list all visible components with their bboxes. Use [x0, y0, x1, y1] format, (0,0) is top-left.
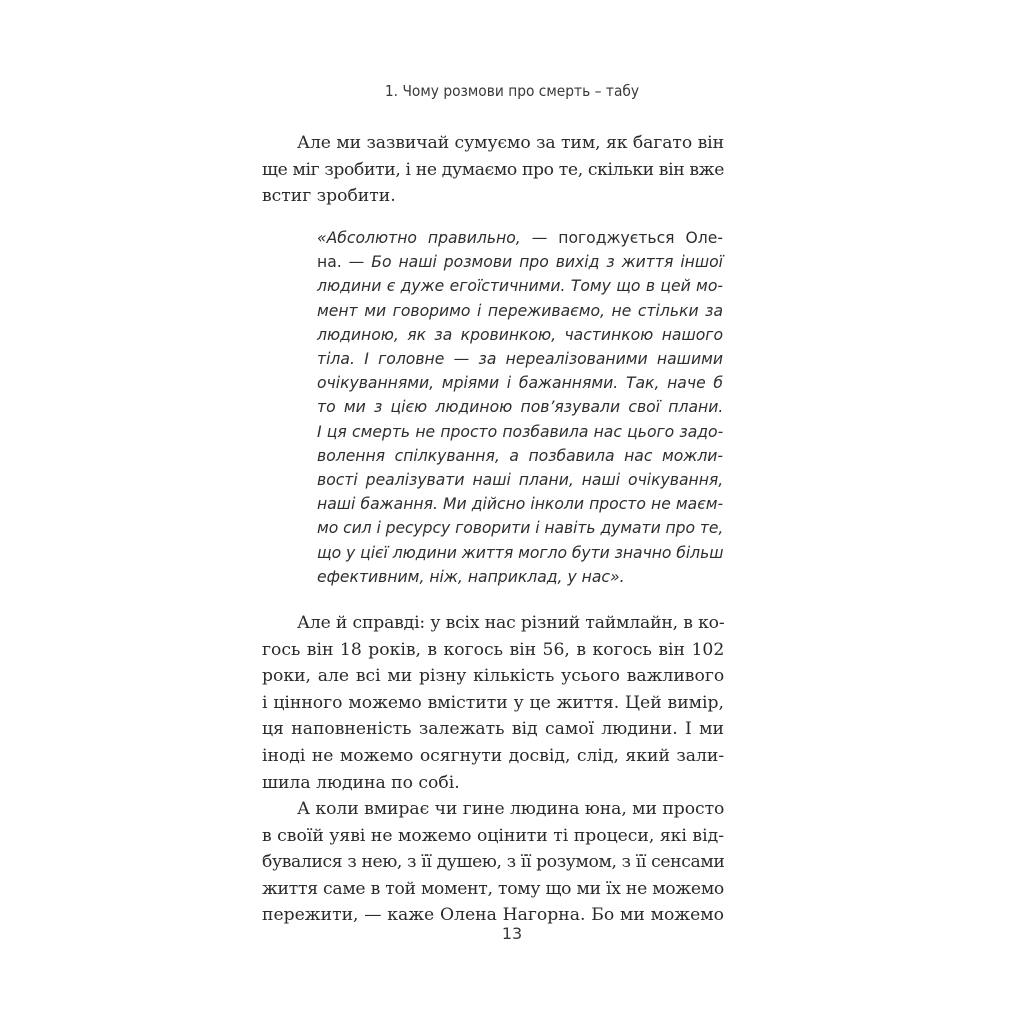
page-number: 13	[501, 924, 523, 943]
text-line: Але ми зазвичай сумуємо за тим, як багато він	[297, 133, 724, 153]
text-line: шила людина по собі.	[262, 772, 460, 793]
text-line: гось він 18 років, в когось він 56, в когось він 102	[262, 639, 725, 660]
quote-line: людиною, як за кровинкою, частинкою нашого	[317, 325, 723, 344]
text-line: роки, але всі ми різну кількість усього важливого	[262, 666, 725, 687]
attribution-text: на. —	[317, 253, 372, 272]
paragraph-1	[262, 130, 724, 210]
text-line: в своїй уяві не можемо оцінити ті процеси, які від-	[262, 825, 724, 846]
text-line: ще міг зробити, і не думаємо про те, скільки він вже	[262, 159, 724, 180]
quote-line: волення спілкування, а позбавила нас можли-	[317, 446, 724, 465]
quote-line: очікуваннями, мріями і бажаннями. Так, наче б	[317, 374, 723, 393]
text-line: Але й справді: у всіх нас різний таймлайн, в ко-	[297, 613, 725, 633]
quote-line: тіла. І головне — за нереалізованими нашими	[317, 350, 723, 369]
quote-line: то ми з цією людиною пов’язували свої плани.	[317, 398, 724, 417]
quote-line: наші бажання. Ми дійсно інколи просто не маєм-	[317, 495, 724, 514]
text-line: життя саме в той момент, тому що ми їх не можемо	[262, 878, 724, 899]
text-line: А коли вмирає чи гине людина юна, ми просто	[297, 799, 725, 819]
text-line: встиг зробити.	[262, 186, 396, 207]
text-line: пережити, — каже Олена Нагорна. Бо ми можемо	[262, 905, 724, 926]
quote-italic: Бо наші розмови про вихід з життя іншої	[371, 253, 723, 272]
text-line: іноді не можемо осягнути досвід, слід, який зали-	[262, 745, 725, 766]
quote-line: І ця смерть не просто позбавила нас цього задо-	[317, 422, 724, 441]
text-line: ця наповненість залежать від самої людини. І ми	[262, 719, 724, 740]
quote-line: мо сил і ресурсу говорити і навіть думати про те,	[317, 519, 724, 538]
paragraph-3	[262, 796, 724, 929]
quote-line	[317, 250, 723, 274]
quote-line: вості реалізувати наші плани, наші очікування,	[317, 471, 724, 490]
attribution-text: погоджується Оле-	[558, 229, 723, 247]
text-line: бувалися з нею, з її душею, з її розумом, з її сенсами	[262, 852, 725, 873]
running-head: 1. Чому розмови про смерть – табу	[384, 82, 640, 100]
quote-line: ефективним, ніж, наприклад, у нас».	[317, 567, 625, 586]
block-quote	[317, 226, 723, 589]
quote-line: людини є дуже егоїстичними. Тому що в цей мо-	[317, 277, 723, 296]
quote-line: мент ми говоримо і переживаємо, не стільки за	[317, 301, 723, 320]
quote-line	[317, 226, 723, 250]
text-line: і цінного можемо вмістити у це життя. Цей вимір,	[262, 692, 724, 713]
quote-italic: «Абсолютно правильно, —	[317, 229, 559, 247]
paragraph-2	[262, 610, 724, 796]
quote-line: що у цієї людини життя могло бути значно більш	[317, 543, 724, 562]
